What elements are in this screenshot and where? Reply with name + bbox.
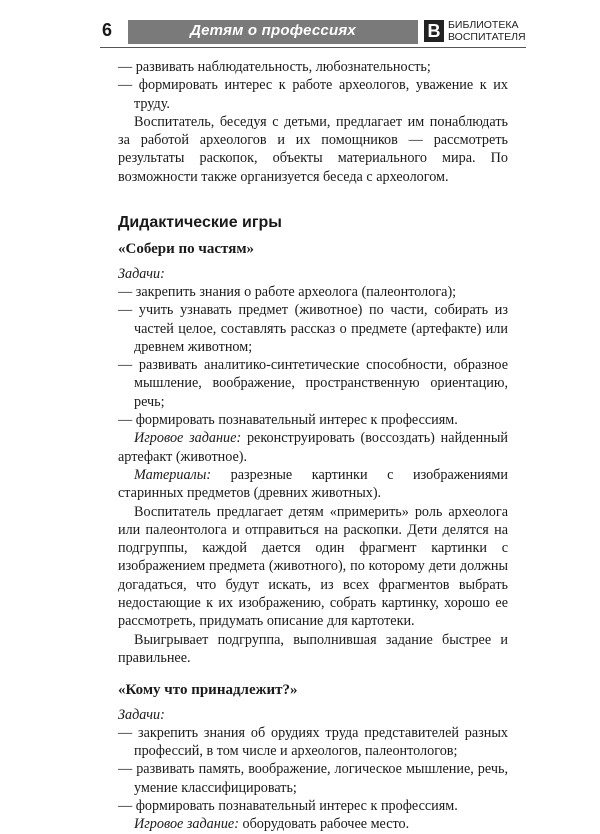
- game-title: «Кому что принадлежит?»: [118, 682, 298, 699]
- intro-paragraph: Воспитатель, беседуя с детьми, предлагает им понаблюдать за работой археологов и их помощников — рассмотреть результаты раскопок, объекты материального мира. По возможности также организуется беседа с археологом.: [118, 113, 508, 185]
- page-number: 6: [102, 20, 113, 40]
- header-rule: [100, 47, 526, 48]
- game-task-text: реконструировать (воссоздать) найденный артефакт (животное).: [118, 430, 508, 465]
- task-item: — закрепить знания об орудиях труда представителей разных профессий, в том числе и археологов, палеонтологов;: [118, 724, 508, 760]
- section-title-band: [128, 20, 418, 44]
- task-item: — развивать аналитико-синтетические способности, образное мышление, воображение, пространственную ориентацию, речь;: [118, 357, 508, 410]
- tasks-label: Задачи:: [118, 706, 165, 723]
- page-header: [0, 0, 600, 60]
- game-description: Воспитатель предлагает детям «примерить» роль археолога или палеонтолога и отправиться на раскопки. Дети делятся на подгруппы, каждой дается один фрагмент картинки с изображением предмета (животного), по которому дети должны догадаться, что будут искать, из всех фрагментов выбрать недостающие к их изображению, собрать картинку, хорошо ее рассмотреть, придумать описание для картотеки.: [118, 503, 508, 630]
- series-logo: [424, 18, 526, 46]
- logo-line-1: БИБЛИОТЕКА: [448, 19, 519, 31]
- game-task-text: оборудовать рабочее место.: [238, 816, 410, 833]
- task-item: — развивать память, воображение, логическое мышление, речь, умение классифицировать;: [118, 761, 508, 796]
- materials: [118, 466, 508, 503]
- materials-text: разрезные картинки с изображениями старинных предметов (древних животных).: [118, 466, 508, 502]
- logo-letter: B: [424, 20, 444, 42]
- intro-line: — развивать наблюдательность, любознательность;: [118, 59, 431, 75]
- game-outcome: Выигрывает подгруппа, выполнившая задание быстрее и правильнее.: [118, 631, 508, 666]
- task-item: — формировать познавательный интерес к профессиям.: [118, 797, 458, 814]
- section-title: Детям о профессиях: [190, 22, 356, 39]
- intro-line: — формировать интерес к работе археологов, уважение к их труду.: [118, 77, 508, 112]
- logo-text: [448, 19, 526, 43]
- game-title: «Собери по частям»: [118, 241, 255, 258]
- materials-label: Материалы:: [134, 466, 212, 483]
- section-heading: Дидактические игры: [118, 214, 282, 232]
- page-body: [118, 58, 508, 834]
- task-item: — формировать познавательный интерес к профессиям.: [118, 412, 458, 429]
- task-item: — закрепить знания о работе археолога (палеонтолога);: [118, 283, 457, 300]
- tasks-label: Задачи:: [118, 265, 165, 282]
- game-task-label: Игровое задание:: [134, 430, 242, 447]
- logo-line-2: ВОСПИТАТЕЛЯ: [448, 31, 526, 43]
- game-task: [118, 429, 508, 466]
- game-task-label: Игровое задание:: [134, 816, 239, 833]
- task-item: — учить узнавать предмет (животное) по части, собирать из частей целое, составлять рассказ о предмете (артефакте) или древнем животном;: [118, 302, 508, 355]
- game-task: [118, 815, 508, 833]
